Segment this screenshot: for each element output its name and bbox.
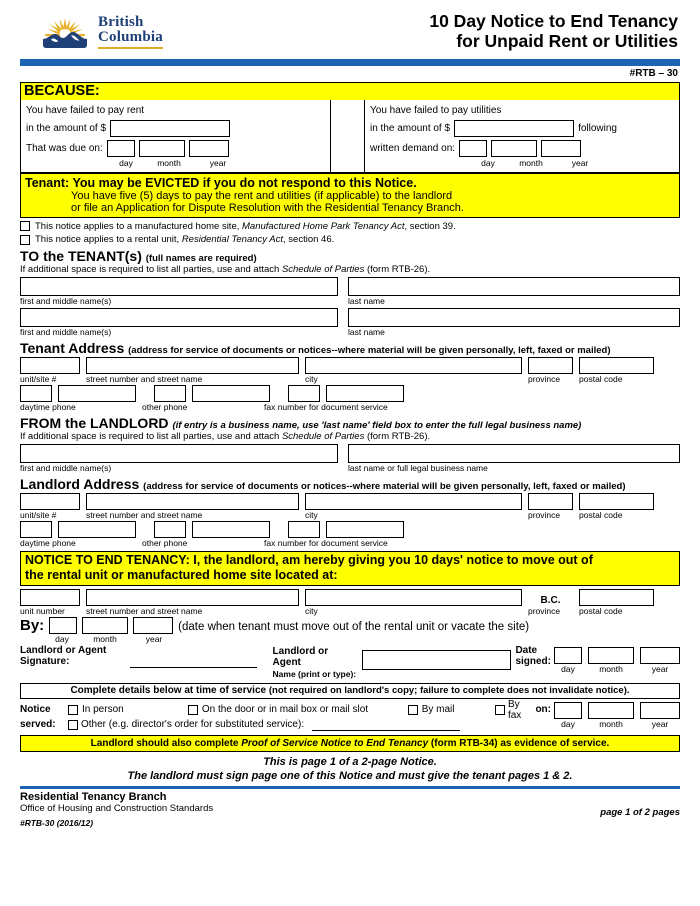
landlord-other-area-input[interactable] [154,521,186,538]
landlord-fax-area-input[interactable] [288,521,320,538]
served-month-input[interactable] [588,702,634,719]
eviction-line-3: or file an Application for Dispute Resolution with the Residential Tenancy Branch. [71,202,464,214]
tenant-2-first-name-input[interactable] [20,308,338,327]
complete-details-bar: Complete details below at time of service (not required on landlord's copy; failure to complete does not invalidate notice). [20,683,680,699]
landlord-fax-label: fax number for document service [264,538,388,548]
utilities-month-label: month [519,158,543,168]
service-other-checkbox[interactable] [68,720,78,730]
landlord-province-label: province [528,510,561,520]
landlord-fax-number-input[interactable] [326,521,404,538]
landlord-postal-input[interactable] [579,493,654,510]
tenant-fax-label: fax number for document service [264,402,388,412]
service-by-mail-checkbox[interactable] [408,705,418,715]
tenant-province-input[interactable] [528,357,573,374]
rent-amount-label: in the amount of $ [26,122,107,134]
rent-day-label: day [119,158,133,168]
date-signed-label [515,645,551,668]
served-day-label: day [561,719,575,729]
served-on-label: on: [535,704,551,715]
form-code: #RTB – 30 [629,68,678,79]
date-signed-day-input[interactable] [554,647,582,664]
footer-page-count: page 1 of 2 pages [600,807,680,818]
because-section [20,100,680,173]
tenant-other-area-input[interactable] [154,385,186,402]
tenant-address-heading-text: Tenant Address [20,340,125,356]
move-out-month-input[interactable] [82,617,128,634]
landlord-last-name-input[interactable] [348,444,680,463]
proof-of-service-bar: Landlord should also complete Proof of Service Notice to End Tenancy (form RTB-34) as evidence of service. [20,735,680,752]
logo-line-1: British [98,13,144,30]
landlord-unit-label: unit/site # [20,510,57,520]
service-by-mail-label: By mail [421,704,455,715]
service-in-person-label: In person [82,704,124,715]
because-heading: BECAUSE: [20,82,680,100]
landlord-first-name-input[interactable] [20,444,338,463]
header-rule [20,59,680,66]
tenant-province-label: province [528,374,561,384]
service-other-input[interactable] [312,719,460,731]
landlord-phone-row [20,521,680,538]
utilities-month-input[interactable] [491,140,537,157]
tenant-address-labels [20,374,680,384]
tenant-daytime-label: daytime phone [20,402,76,412]
bc-sun-mountain-logo [38,12,92,52]
tenant-name-labels-2 [20,327,680,337]
service-door-mailbox-checkbox[interactable] [188,705,198,715]
tenant-postal-input[interactable] [579,357,654,374]
service-options-row-1 [68,698,535,721]
tenant-daytime-area-input[interactable] [20,385,52,402]
landlord-province-input[interactable] [528,493,573,510]
tenant-1-last-label: last name [348,296,385,306]
notice-province-label: province [528,605,561,616]
move-out-date-labels [20,634,680,644]
page-note [20,755,680,783]
phone-gap [276,385,282,402]
signature-label-line-2: Signature: [20,656,70,667]
landlord-city-input[interactable] [305,493,522,510]
landlord-street-input[interactable] [86,493,299,510]
eviction-line-1: Tenant: You may be EVICTED if you do not respond to this Notice. [25,176,417,190]
rent-due-month-input[interactable] [139,140,185,157]
utilities-demand-label: written demand on: [370,142,456,154]
service-by-fax-label: By fax [507,698,522,721]
tenant-street-input[interactable] [86,357,299,374]
notice-served-line-1: Notice [20,704,51,715]
landlord-heading-text: FROM the LANDLORD [20,415,169,431]
notice-postal-label: postal code [579,605,623,616]
tenant-unit-label: unit/site # [20,374,57,384]
move-out-month-label: month [93,633,117,644]
utilities-statement: You have failed to pay utilities [370,105,502,116]
rent-due-label: That was due on: [26,142,103,154]
service-options-row-2 [68,717,535,732]
utilities-amount-row [370,118,674,138]
rent-due-row [26,138,325,158]
tenant-name-labels-1 [20,296,680,306]
notice-served-label [20,702,68,732]
tenant-heading-sub: (full names are required) [145,253,257,264]
footer-left [20,791,213,828]
landlord-first-label: first and middle name(s) [20,463,112,473]
notice-city-input[interactable] [305,589,522,606]
rent-amount-input[interactable] [110,120,230,137]
eviction-line-2: You have five (5) days to pay the rent and utilities (if applicable) to the landlord [71,190,453,202]
served-day-input[interactable] [554,702,582,719]
tenant-address-heading [20,340,680,356]
landlord-address-heading-sub: (address for service of documents or notices--where material will be given personally, left, faxed or mailed) [143,481,626,492]
rent-due-day-input[interactable] [107,140,135,157]
tenant-1-first-label: first and middle name(s) [20,296,112,306]
phone-gap [142,385,148,402]
signature-row [20,645,680,681]
tenant-daytime-number-input[interactable] [58,385,136,402]
signature-input[interactable] [130,645,256,668]
notice-street-label: street number and street name [86,605,203,616]
date-signed-month-label: month [599,663,623,674]
tenant-heading-text: TO the TENANT(s) [20,248,142,264]
tenant-other-label: other phone [142,402,188,412]
landlord-name-row [20,444,680,463]
rent-due-labels [26,158,325,168]
landlord-daytime-number-input[interactable] [58,521,136,538]
notice-street-input[interactable] [86,589,299,606]
service-section [20,698,680,732]
page-note-line-2: The landlord must sign page one of this Notice and must give the tenant pages 1 & 2. [127,770,573,782]
landlord-address-heading-text: Landlord Address [20,476,140,492]
landlord-daytime-label: daytime phone [20,538,76,548]
served-year-label: year [651,719,669,729]
page-note-line-1: This is page 1 of a 2-page Notice. [263,756,437,768]
tenant-street-label: street number and street name [86,374,203,384]
landlord-phone-labels [20,538,680,548]
notice-to-end-tenancy-banner [20,551,680,586]
date-signed-label-line-1: Date [515,644,538,656]
rent-amount-row [26,118,325,138]
notice-address-row [20,589,680,606]
tenant-name-row-2 [20,308,680,327]
logo-line-2: Columbia [98,28,163,45]
utilities-following-label: following [578,122,617,134]
because-rent-column [21,100,331,172]
utilities-year-label: year [571,158,589,168]
tenant-fax-area-input[interactable] [288,385,320,402]
landlord-city-label: city [305,510,318,520]
applies-manufactured-home-label: This notice applies to a manufactured home site, Manufactured Home Park Tenancy Act, section 39. [35,220,456,232]
tenant-other-number-input[interactable] [192,385,270,402]
landlord-name-label-line-2: Name (print or type): [272,668,357,679]
tenant-2-last-name-input[interactable] [348,308,680,327]
tenant-phone-labels [20,402,680,412]
page-header [20,0,680,52]
tenant-postal-label: postal code [579,374,623,384]
tenant-unit-input[interactable] [20,357,80,374]
notice-line-2: the rental unit or manufactured home site located at: [25,567,338,582]
landlord-other-number-input[interactable] [192,521,270,538]
notice-address-labels [20,606,680,616]
rent-month-label: month [157,158,181,168]
landlord-street-label: street number and street name [86,510,203,520]
move-out-day-label: day [55,633,69,644]
service-options [68,698,535,732]
date-signed-fields [554,647,680,674]
rent-year-label: year [209,158,227,168]
phone-gap [276,521,282,538]
tenant-city-input[interactable] [305,357,522,374]
by-label: By: [20,616,45,634]
tenant-2-last-label: last name [348,327,385,337]
notice-unit-input[interactable] [20,589,80,606]
landlord-last-label: last name or full legal business name [348,463,488,473]
notice-city-label: city [305,605,318,616]
landlord-address-labels [20,510,680,520]
landlord-heading [20,415,680,431]
applies-rental-unit-checkbox[interactable] [20,235,30,245]
footer-revision: #RTB-30 (2016/12) [20,818,94,828]
landlord-address-heading [20,476,680,492]
move-out-note: (date when tenant must move out of the rental unit or vacate the site) [178,620,530,633]
notice-served-line-2: served: [20,719,56,730]
signature-label-line-1: Landlord or Agent [20,644,107,656]
notice-postal-input[interactable] [579,589,654,606]
landlord-other-label: other phone [142,538,188,548]
applies-manufactured-home-row[interactable] [20,221,680,232]
service-by-fax-checkbox[interactable] [495,705,505,715]
signature-label [20,645,130,668]
move-out-year-input[interactable] [133,617,173,634]
tenant-heading [20,248,680,264]
landlord-postal-label: postal code [579,510,623,520]
service-other-label: Other (e.g. director's order for substituted service): [81,719,305,730]
because-utilities-column [365,100,679,172]
applies-rental-unit-row[interactable] [20,234,680,245]
applies-rental-unit-label: This notice applies to a rental unit, Residential Tenancy Act, section 46. [35,234,335,245]
landlord-name-label [273,645,358,681]
utilities-amount-input[interactable] [454,120,574,137]
utilities-day-input[interactable] [459,140,487,157]
rent-statement: You have failed to pay rent [26,105,145,116]
move-out-date-row [20,617,680,634]
tenant-phone-row [20,385,680,402]
service-in-person-checkbox[interactable] [68,705,78,715]
footer-branch: Residential Tenancy Branch [20,791,167,803]
tenant-1-first-name-input[interactable] [20,277,338,296]
landlord-daytime-area-input[interactable] [20,521,52,538]
tenant-name-row-1 [20,277,680,296]
utilities-year-input[interactable] [541,140,581,157]
because-spacer [331,100,365,172]
date-signed-month-input[interactable] [588,647,634,664]
tenant-address-row [20,357,680,374]
date-signed-label-line-2: signed: [515,656,551,667]
page-title [429,12,680,51]
utilities-amount-label: in the amount of $ [370,122,451,134]
service-door-mailbox-label: On the door or in mail box or mail slot [201,704,369,715]
landlord-name-label-line-1: Landlord or Agent [272,645,329,668]
tenant-schedule-note: If additional space is required to list all parties, use and attach Schedule of Parties (form RTB-26). [20,264,431,275]
footer-office: Office of Housing and Construction Standards [20,803,214,814]
phone-gap [142,521,148,538]
utilities-demand-labels [370,158,674,168]
notice-unit-label: unit number [20,605,65,616]
notice-province-value: B.C. [540,594,561,606]
applies-manufactured-home-checkbox[interactable] [20,221,30,231]
utilities-day-label: day [481,158,495,168]
logo-underline [98,47,163,50]
move-out-day-input[interactable] [49,617,77,634]
tenant-fax-number-input[interactable] [326,385,404,402]
move-out-year-label: year [145,633,163,644]
served-month-label: month [599,719,623,729]
served-on-date-fields [554,702,680,729]
eviction-warning [20,173,680,218]
tenant-2-first-label: first and middle name(s) [20,327,112,337]
landlord-schedule-note: If additional space is required to list all parties, use and attach Schedule of Parties (form RTB-26). [20,431,431,442]
served-year-input[interactable] [640,702,680,719]
title-line-1: 10 Day Notice to End Tenancy [429,11,678,31]
landlord-address-row [20,493,680,510]
tenant-address-heading-sub: (address for service of documents or notices--where material will be given personally, left, faxed or mailed) [128,345,611,356]
bc-logo [20,12,163,52]
tenant-city-label: city [305,374,318,384]
notice-line-1: NOTICE TO END TENANCY: I, the landlord, am hereby giving you 10 days' notice to move out of [25,553,593,567]
utilities-demand-row [370,138,674,158]
landlord-heading-sub: (if entry is a business name, use 'last name' field box to enter the full legal business name) [172,420,582,431]
date-signed-year-input[interactable] [640,647,680,664]
page-footer [20,789,680,828]
date-signed-day-label: day [561,663,575,674]
rent-due-year-input[interactable] [189,140,229,157]
tenant-1-last-name-input[interactable] [348,277,680,296]
title-line-2: for Unpaid Rent or Utilities [456,30,678,51]
landlord-name-labels [20,463,680,473]
landlord-unit-input[interactable] [20,493,80,510]
landlord-print-name-input[interactable] [362,650,512,670]
date-signed-year-label: year [651,663,669,674]
